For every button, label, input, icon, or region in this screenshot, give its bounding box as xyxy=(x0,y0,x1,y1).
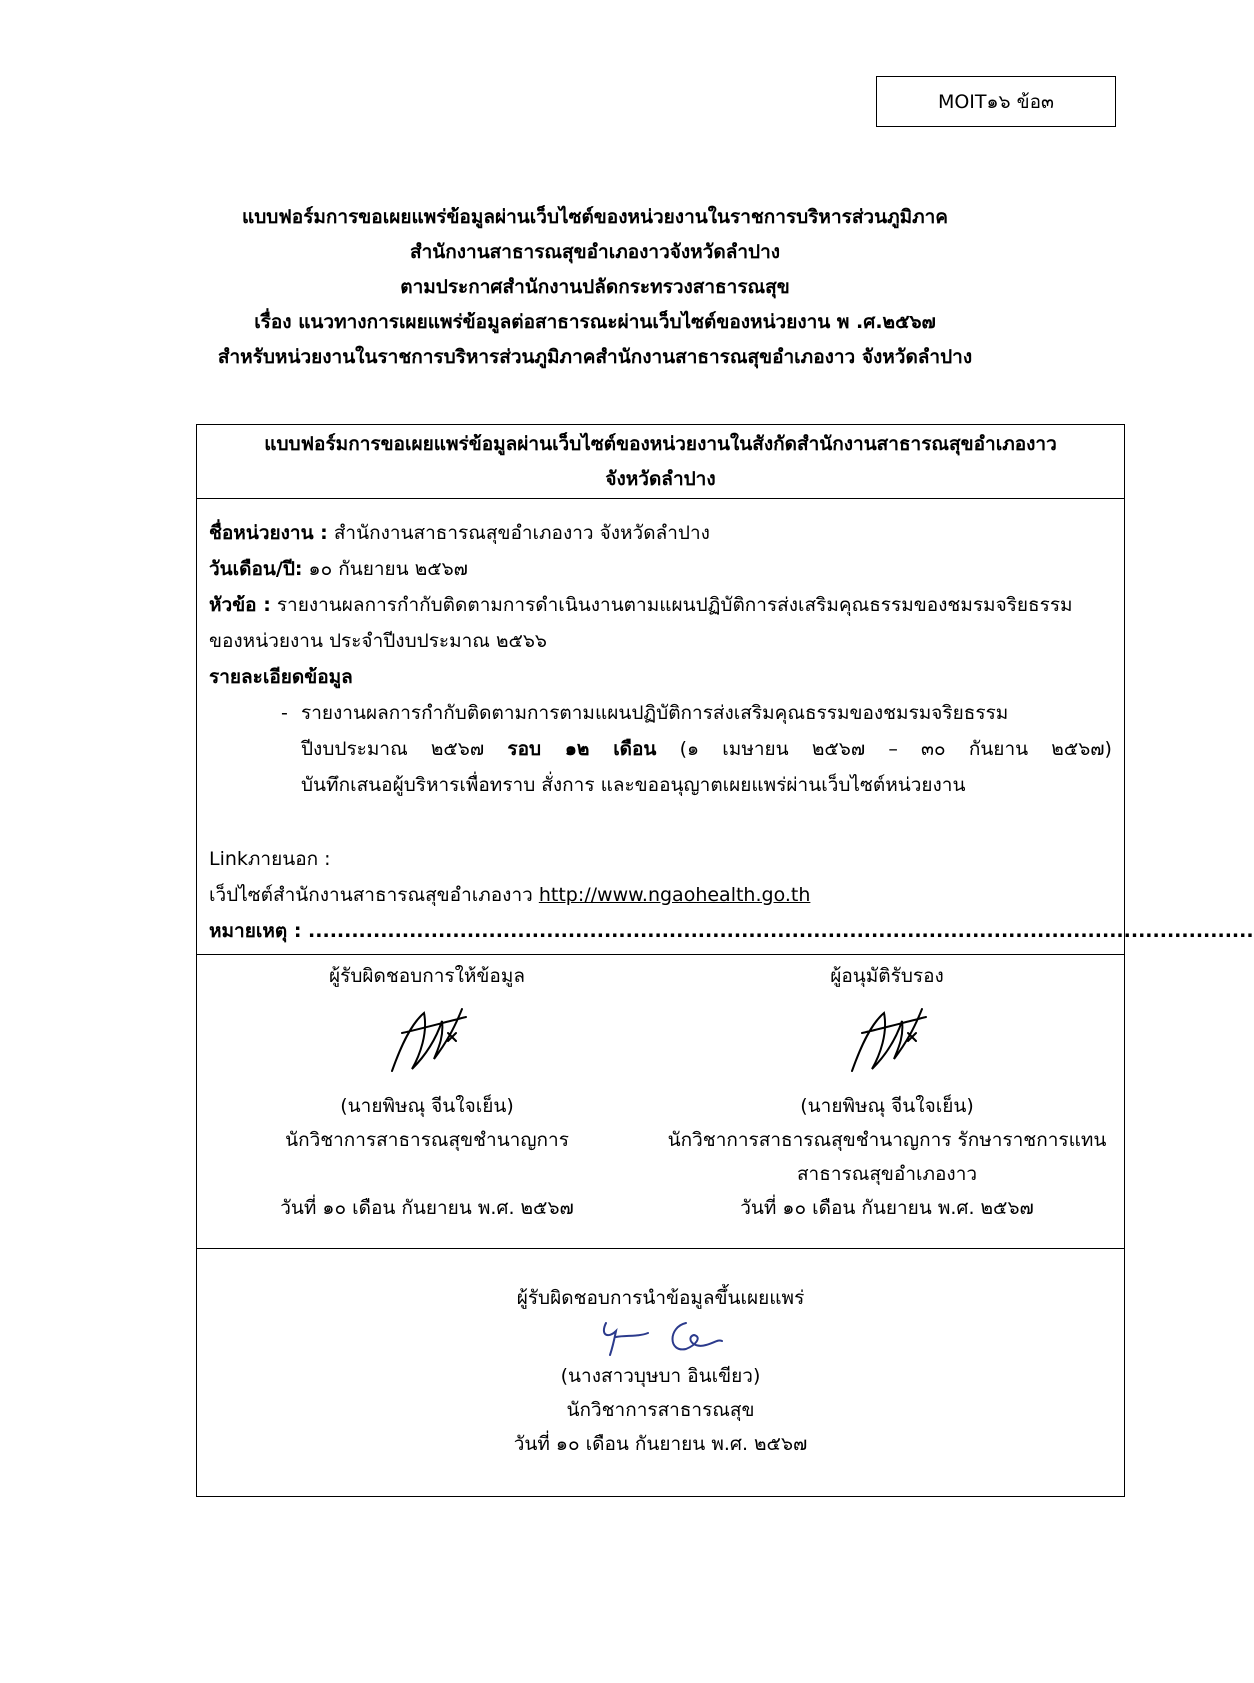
provider-date: วันที่ ๑๐ เดือน กันยายน พ.ศ. ๒๕๖๗ xyxy=(280,1197,574,1219)
note-label: หมายเหตุ : xyxy=(209,920,302,942)
external-link-label: Linkภายนอก : xyxy=(209,848,331,870)
approver-date: วันที่ ๑๐ เดือน กันยายน พ.ศ. ๒๕๖๗ xyxy=(740,1197,1034,1219)
detail-fiscal-year: ปีงบประมาณ ๒๕๖๗ xyxy=(301,738,508,760)
topic-line-2: ของหน่วยงาน ประจำปีงบประมาณ ๒๕๖๖ xyxy=(209,630,547,652)
approver-role: ผู้อนุมัติรับรอง xyxy=(830,965,944,987)
date-label: วันเดือน/ปี: xyxy=(209,558,303,580)
header-line-4: เรื่อง แนวทางการเผยแพร่ข้อมูลต่อสาธารณะผ่านเว็บไซต์ของหน่วยงาน พ .ศ.๒๕๖๗ xyxy=(254,311,936,333)
publisher-row xyxy=(197,1249,1124,1496)
date-value: ๑๐ กันยายน ๒๕๖๗ xyxy=(302,558,468,580)
header-line-1: แบบฟอร์มการขอเผยแพร่ข้อมูลผ่านเว็บไซต์ของหน่วยงานในราชการบริหารส่วนภูมิภาค xyxy=(241,206,949,228)
signature-provider xyxy=(237,955,617,1225)
provider-role: ผู้รับผิดชอบการให้ข้อมูล xyxy=(329,965,525,987)
approver-signature-image xyxy=(832,993,942,1083)
provider-name: (นายพิษณุ จีนใจเย็น) xyxy=(340,1095,514,1117)
header-line-2: สำนักงานสาธารณสุขอำเภองาวจังหวัดลำปาง xyxy=(409,241,781,263)
detail-period: (๑ เมษายน ๒๕๖๗ – ๓๐ กันยาน ๒๕๖๗) xyxy=(656,738,1112,760)
topic-line xyxy=(209,591,1112,619)
note-dots: ................................................................................................................................... xyxy=(301,920,1254,942)
detail-round: รอบ ๑๒ เดือน xyxy=(507,738,657,760)
date-line xyxy=(209,555,1112,583)
provider-position: นักวิชาการสาธารณสุขชำนาญการ xyxy=(285,1129,569,1151)
website-line xyxy=(209,881,1112,909)
publisher-role: ผู้รับผิดชอบการนำข้อมูลขึ้นเผยแพร่ xyxy=(516,1287,805,1309)
publisher-name: (นางสาวบุษบา อินเขียว) xyxy=(560,1365,761,1387)
unit-line xyxy=(209,519,1112,547)
detail-line-3: บันทึกเสนอผู้บริหารเพื่อทราบ สั่งการ และขออนุญาตเผยแพร่ผ่านเว็บไซต์หน่วยงาน xyxy=(301,774,966,796)
signature-row xyxy=(197,955,1124,1249)
document-code-box xyxy=(876,76,1116,127)
signature-publisher xyxy=(197,1249,1124,1461)
approver-position-1: นักวิชาการสาธารณสุขชำนาญการ รักษาราชการแทน xyxy=(667,1129,1107,1151)
approver-position-2: สาธารณสุขอำเภองาว xyxy=(796,1163,978,1185)
publish-request-form xyxy=(196,424,1254,1497)
unit-label: ชื่อหน่วยงาน : xyxy=(209,522,328,544)
website-text: เว็ปไซต์สำนักงานสาธารณสุขอำเภองาว xyxy=(209,884,539,906)
form-title-row xyxy=(197,425,1124,499)
note-line xyxy=(209,917,1254,945)
form-title-line-1: แบบฟอร์มการขอเผยแพร่ข้อมูลผ่านเว็บไซต์ของหน่วยงานในสังกัดสำนักงานสาธารณสุขอำเภองาว xyxy=(264,433,1057,455)
detail-label: รายละเอียดข้อมูล xyxy=(209,666,353,688)
header-line-3: ตามประกาศสำนักงานปลัดกระทรวงสาธารณสุข xyxy=(400,276,790,298)
signature-approver xyxy=(657,955,1117,1225)
provider-signature-image xyxy=(372,993,482,1083)
publisher-signature-image xyxy=(586,1315,736,1359)
publisher-date: วันที่ ๑๐ เดือน กันยายน พ.ศ. ๒๕๖๗ xyxy=(513,1433,808,1455)
form-title-line-2: จังหวัดลำปาง xyxy=(605,468,716,490)
approver-name: (นายพิษณุ จีนใจเย็น) xyxy=(800,1095,974,1117)
website-link[interactable]: http://www.ngaohealth.go.th xyxy=(538,884,811,906)
unit-value: สำนักงานสาธารณสุขอำเภองาว จังหวัดลำปาง xyxy=(327,522,710,544)
detail-bullet: - xyxy=(281,702,288,724)
document-code: MOIT๑๖ ข้อ๓ xyxy=(937,90,1055,113)
detail-line-2 xyxy=(301,735,1112,763)
document-header xyxy=(0,200,1190,375)
detail-line-1: รายงานผลการกำกับติดตามการตามแผนปฏิบัติการส่งเสริมคุณธรรมของชมรมจริยธรรม xyxy=(301,702,1009,724)
topic-label: หัวข้อ : xyxy=(209,594,271,616)
header-line-5: สำหรับหน่วยงานในราชการบริหารส่วนภูมิภาคสำนักงานสาธารณสุขอำเภองาว จังหวัดลำปาง xyxy=(217,346,973,368)
topic-value: รายงานผลการกำกับติดตามการดำเนินงานตามแผนปฏิบัติการส่งเสริมคุณธรรมของชมรมจริยธรรม xyxy=(270,594,1073,616)
publisher-position: นักวิชาการสาธารณสุข xyxy=(566,1399,755,1421)
form-body-row xyxy=(197,499,1254,955)
